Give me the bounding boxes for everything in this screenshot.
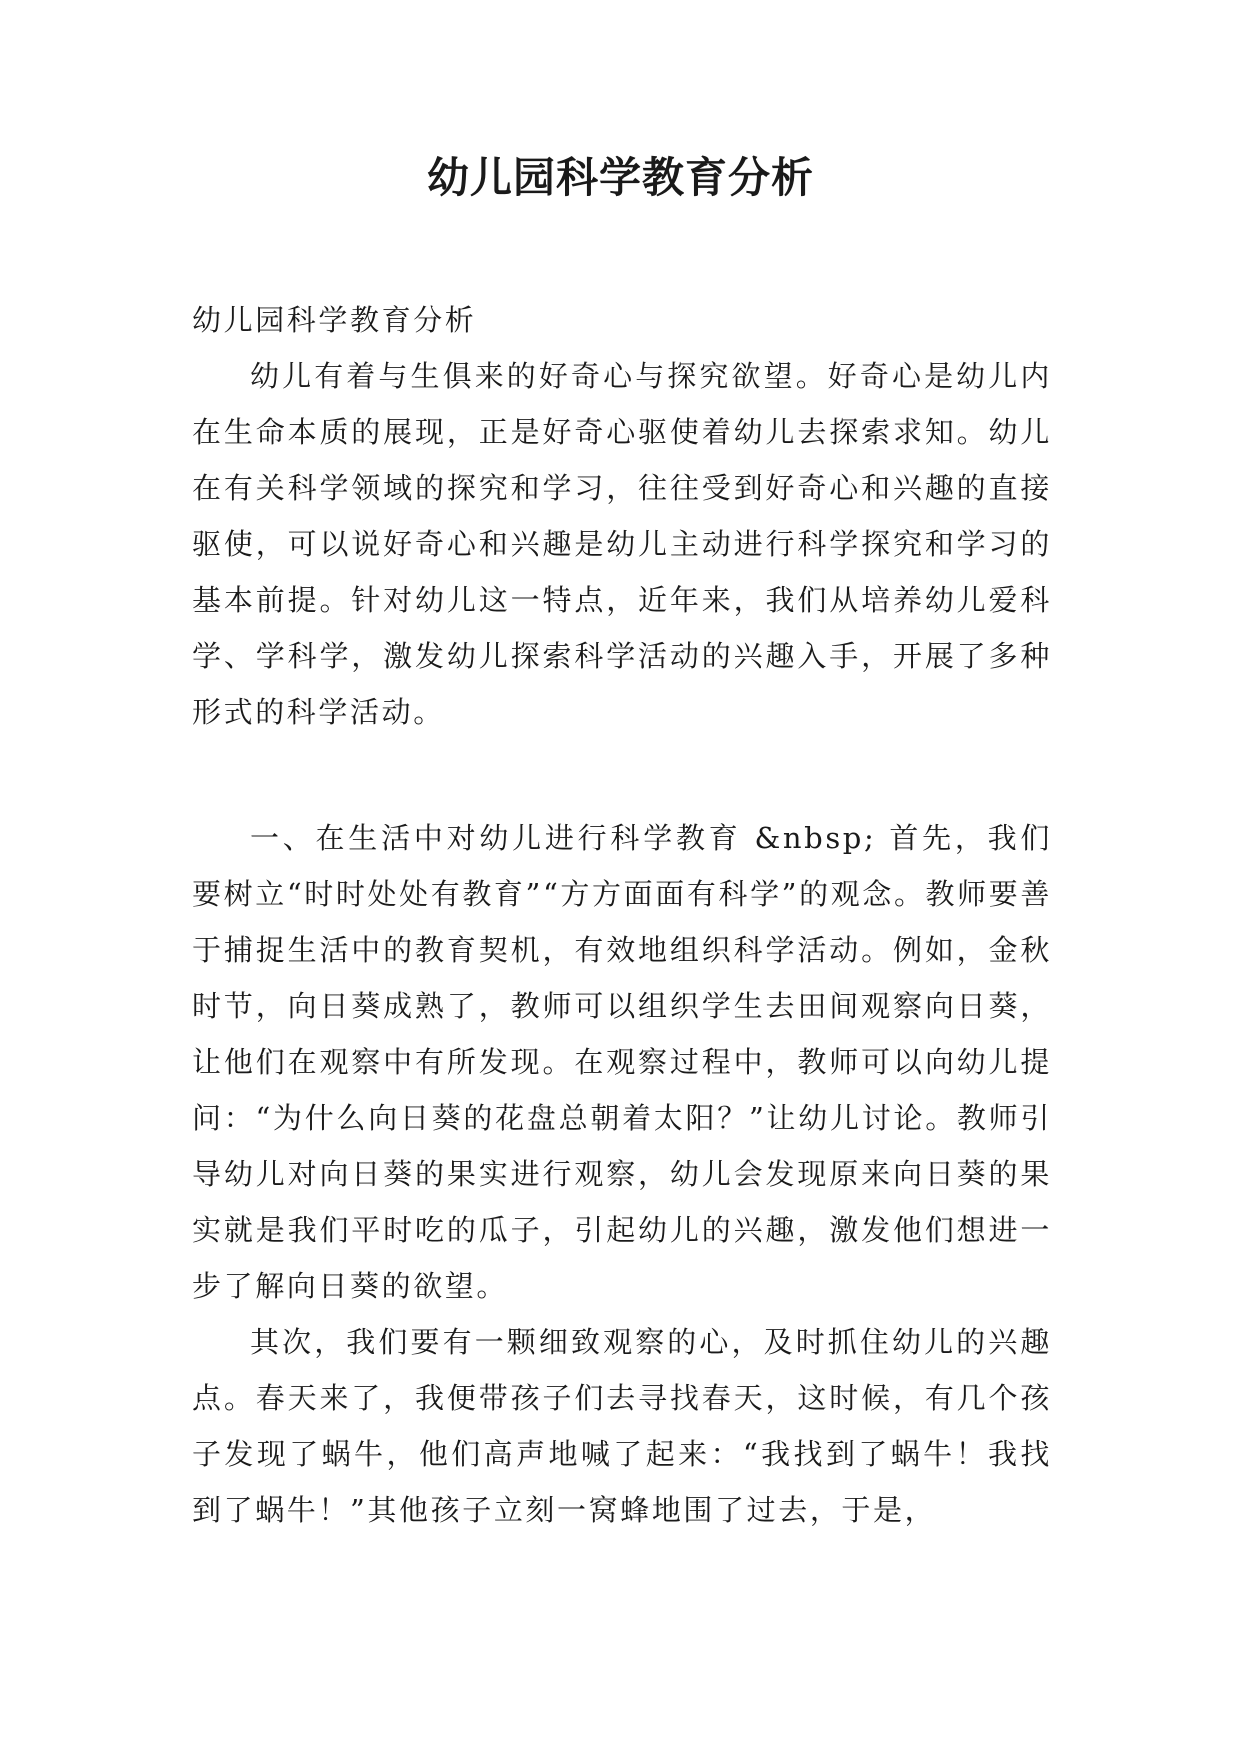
document-title: 幼儿园科学教育分析 — [426, 153, 814, 202]
document-subtitle: 幼儿园科学教育分析 — [192, 303, 477, 337]
paragraph-second-point: 其次，我们要有一颗细致观察的心，及时抓住幼儿的兴趣点。春天来了，我便带孩子们去寻找春天，这时候，有几个孩子发现了蜗牛，他们高声地喊了起来：“我找到了蜗牛！我找到了蜗牛！”其他孩子立刻一窝蜂地围了过去，于是， — [192, 1325, 1052, 1527]
paragraph-gap — [192, 740, 1052, 810]
paragraph-intro: 幼儿有着与生俱来的好奇心与探究欲望。好奇心是幼儿内在生命本质的展现，正是好奇心驱使着幼儿去探索求知。幼儿在有关科学领域的探究和学习，往往受到好奇心和兴趣的直接驱使，可以说好奇心和兴趣是幼儿主动进行科学探究和学习的基本前提。针对幼儿这一特点，近年来，我们从培养幼儿爱科学、学科学，激发幼儿探索科学活动的兴趣入手，开展了多种形式的科学活动。 — [192, 359, 1052, 729]
document-body — [192, 292, 1052, 1538]
paragraph-section-one: 一、在生活中对幼儿进行科学教育 &nbsp; 首先，我们要树立“时时处处有教育”“方方面面有科学”的观念。教师要善于捕捉生活中的教育契机，有效地组织科学活动。例如，金秋时节，向日葵成熟了，教师可以组织学生去田间观察向日葵，让他们在观察中有所发现。在观察过程中，教师可以向幼儿提问：“为什么向日葵的花盘总朝着太阳？”让幼儿讨论。教师引导幼儿对向日葵的果实进行观察，幼儿会发现原来向日葵的果实就是我们平时吃的瓜子，引起幼儿的兴趣，激发他们想进一步了解向日葵的欲望。 — [192, 821, 1052, 1303]
